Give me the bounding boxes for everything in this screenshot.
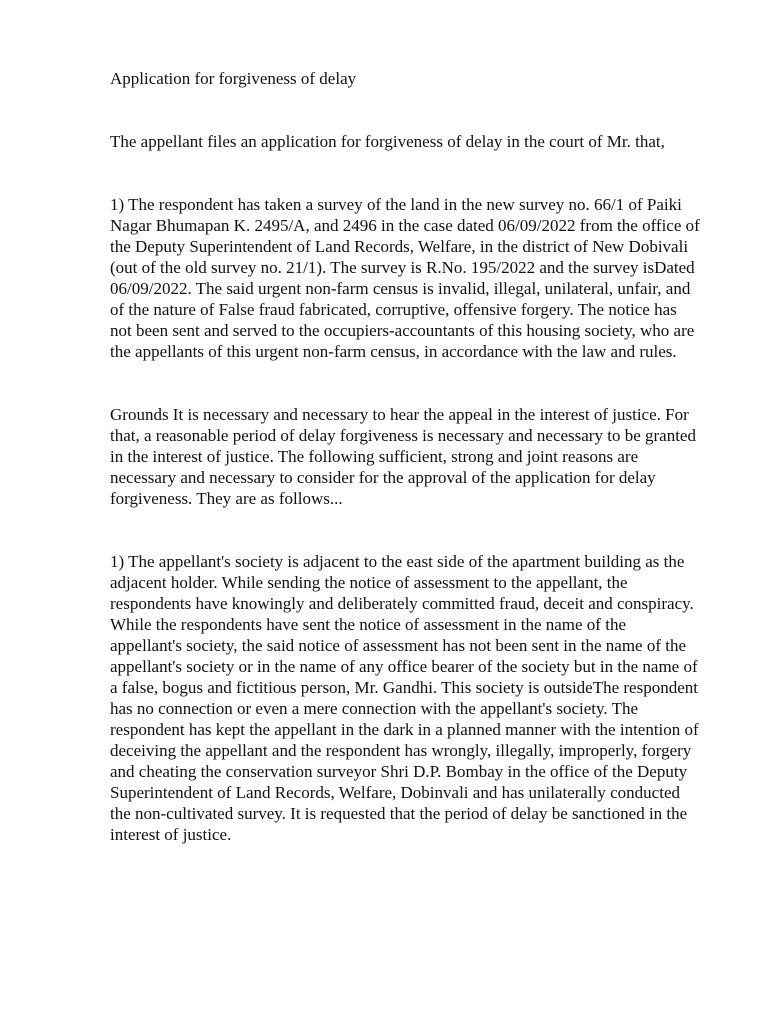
document-body <box>110 68 700 845</box>
grounds-paragraph: Grounds It is necessary and necessary to hear the appeal in the interest of justice. For that, a reasonable period of delay forgiveness is necessary and necessary to be granted in the interest of justice. The following sufficient, strong and joint reasons are necessary and necessary to consider for the approval of the application for delay forgiveness. They are as follows... <box>110 405 696 508</box>
intro-paragraph: The appellant files an application for forgiveness of delay in the court of Mr. that, <box>110 132 665 151</box>
document-title: Application for forgiveness of delay <box>110 69 357 88</box>
facts-paragraph: 1) The respondent has taken a survey of the land in the new survey no. 66/1 of Paiki Nagar Bhumapan K. 2495/A, and 2496 in the case dated 06/09/2022 from the office of the Deputy Superintendent of Land Records, Welfare, in the district of New Dobivali (out of the old survey no. 21/1). The survey is R.No. 195/2022 and the survey isDated 06/09/2022. The said urgent non-farm census is invalid, illegal, unilateral, unfair, and of the nature of False fraud fabricated, corruptive, offensive forgery. The notice has not been sent and served to the occupiers-accountants of this housing society, who are the appellants of this urgent non-farm census, in accordance with the law and rules. <box>110 195 700 361</box>
reason-paragraph: 1) The appellant's society is adjacent to the east side of the apartment building as the adjacent holder. While sending the notice of assessment to the appellant, the respondents have knowingly and deliberately committed fraud, deceit and conspiracy. While the respondents have sent the notice of assessment in the name of the appellant's society, the said notice of assessment has not been sent in the name of the appellant's society or in the name of any office bearer of the society but in the name of a false, bogus and fictitious person, Mr. Gandhi. This society is outsideThe respondent has no connection or even a mere connection with the appellant's society. The respondent has kept the appellant in the dark in a planned manner with the intention of deceiving the appellant and the respondent has wrongly, illegally, improperly, forgery and cheating the conservation surveyor Shri D.P. Bombay in the office of the Deputy Superintendent of Land Records, Welfare, Dobinvali and has unilaterally conducted the non-cultivated survey. It is requested that the period of delay be sanctioned in the interest of justice. <box>110 552 699 844</box>
